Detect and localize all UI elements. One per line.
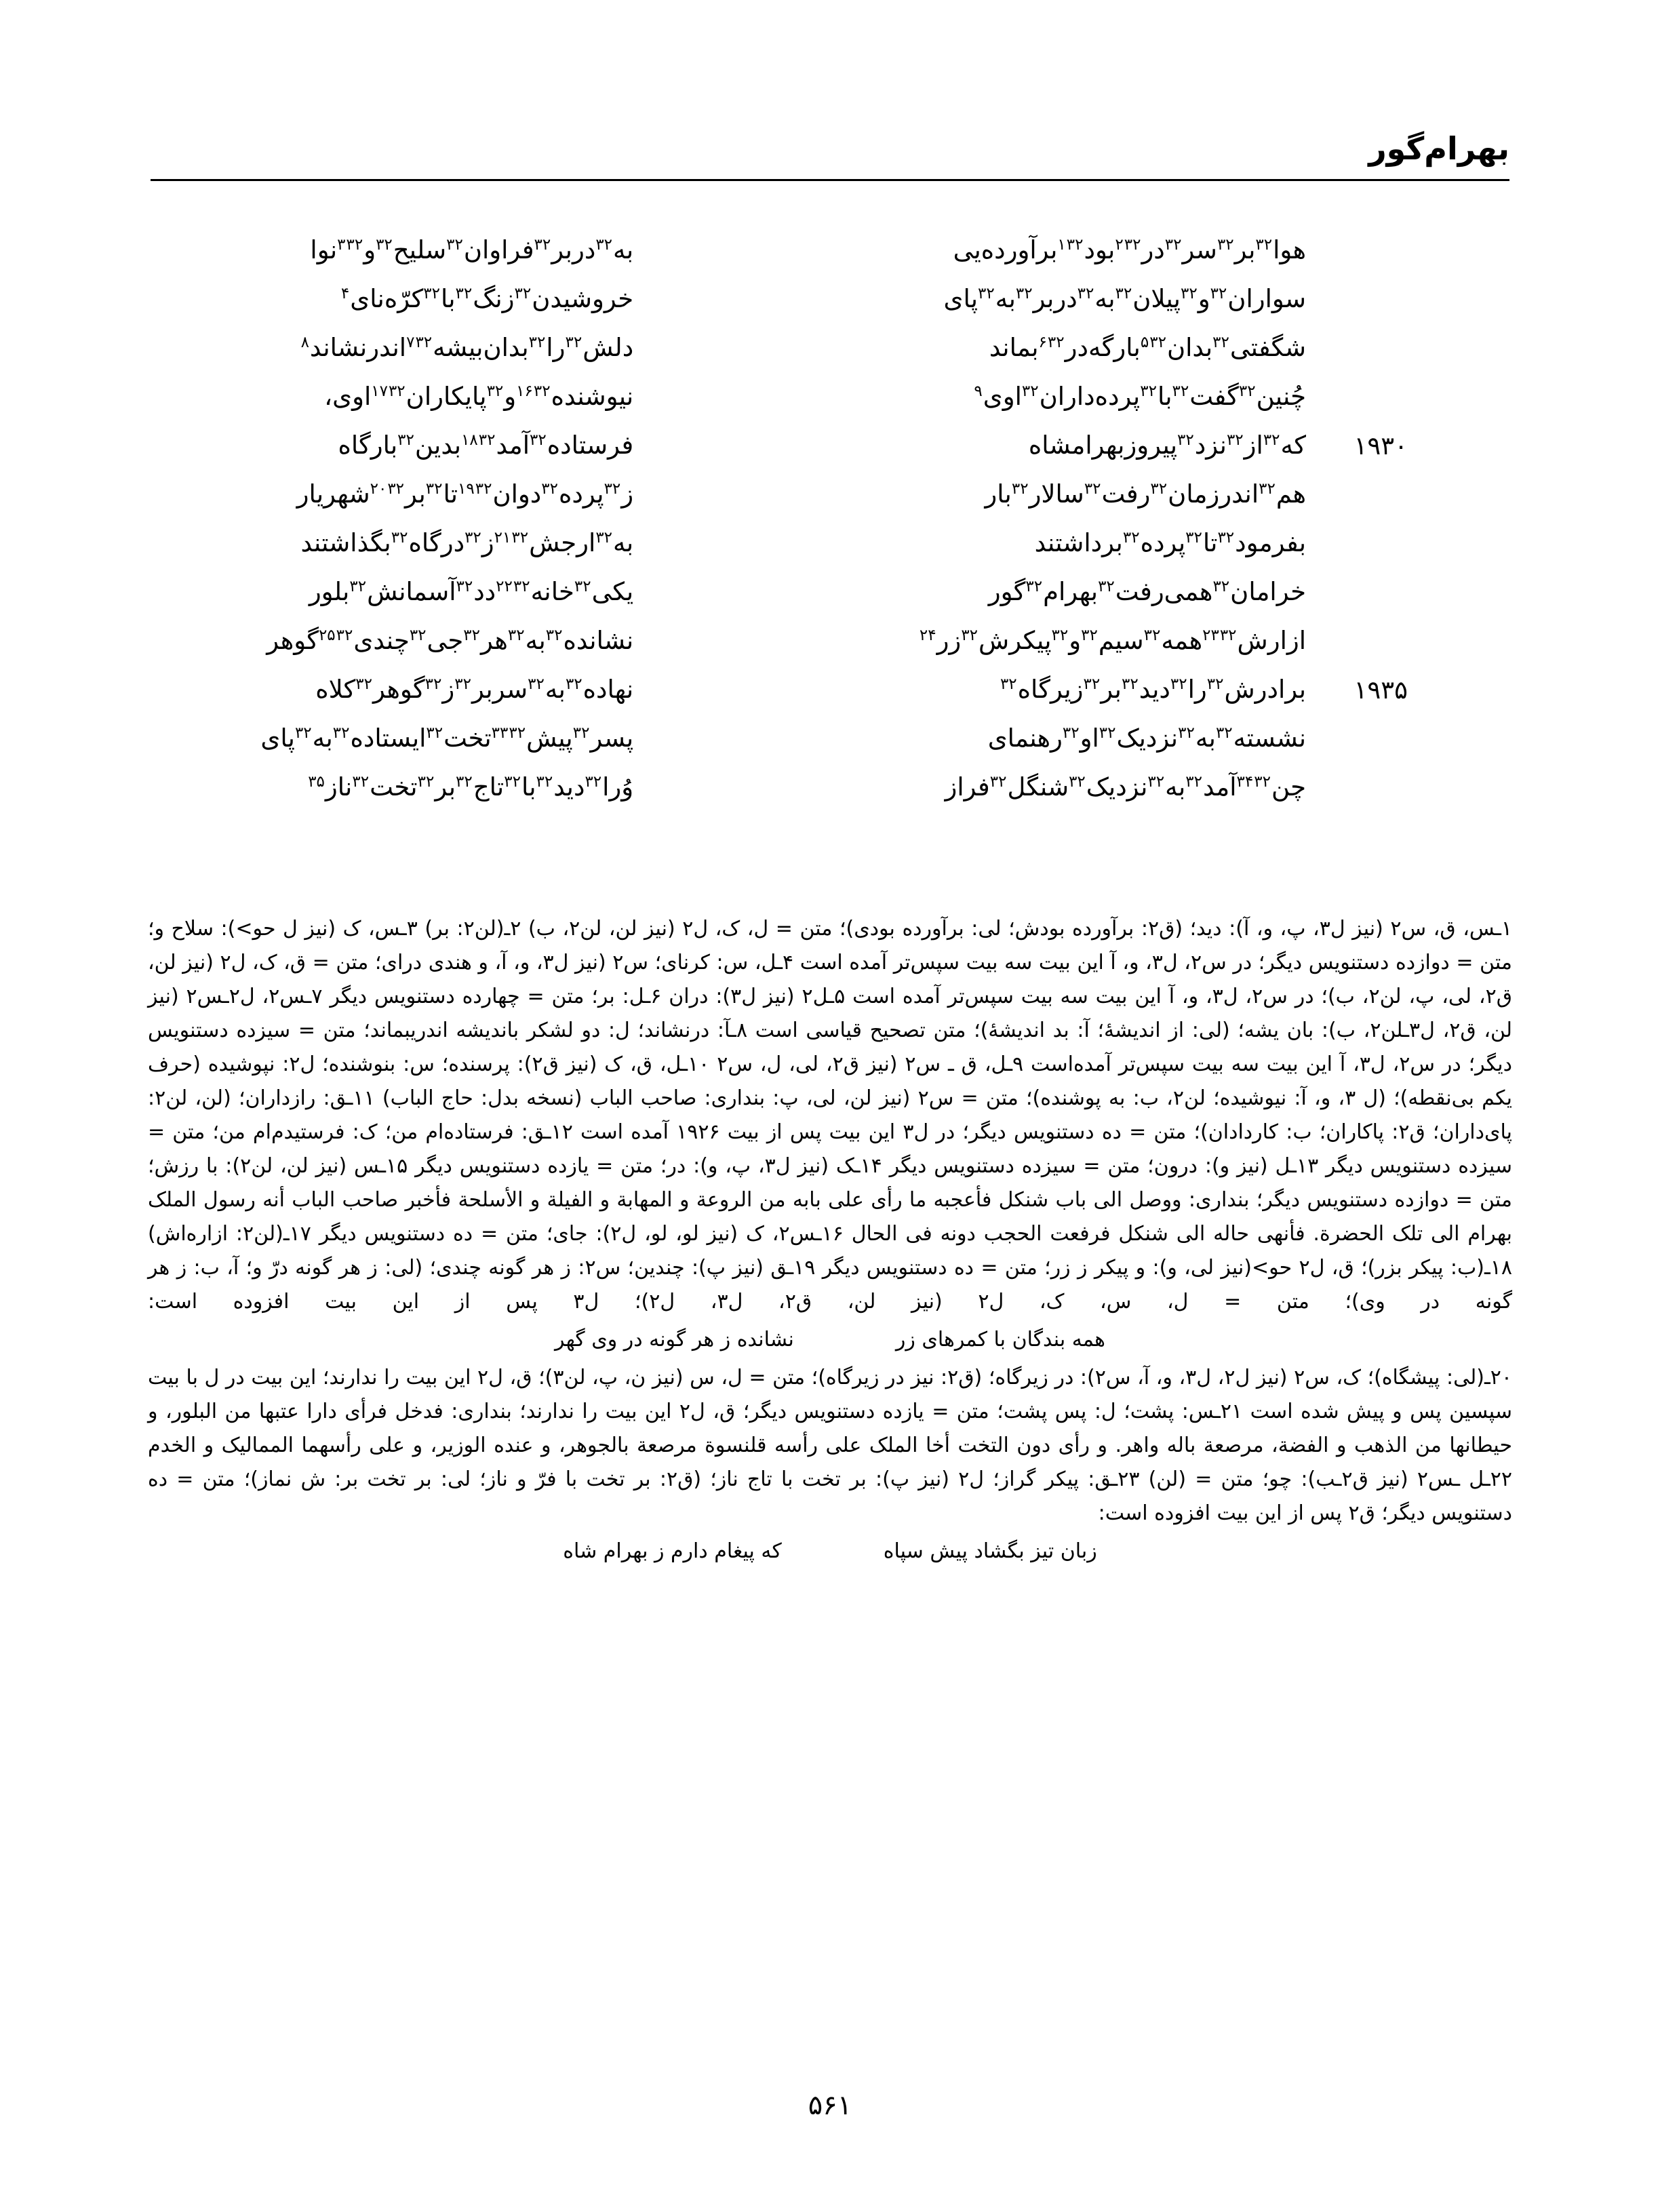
verse-line (151, 377, 1509, 426)
footnote-marker: ۳۲ (1081, 626, 1098, 644)
footnote-marker: ۴ (340, 284, 350, 302)
footnote-marker: ۳۲ (1150, 479, 1168, 498)
footnote-marker: ۳۲ (332, 724, 350, 742)
footnote-marker: ۳۲ (545, 626, 563, 644)
hemistich-second: نشانده ز هر گونه در وی گهر (555, 1328, 794, 1351)
footnote-marker: ۳۲ (478, 431, 496, 449)
footnote-marker: ۳۲ (1021, 382, 1039, 400)
footnote-marker: ۳۲ (1098, 577, 1115, 595)
hemistich-first: چُنین$^{۳۲}$گفت$^{۳۲}$با$^{۳۲}$پرده‌داران$^{۳۲}$اوی$^۹$ (974, 382, 1306, 411)
footnote-marker: ۳۲ (1212, 577, 1230, 595)
footnote-marker: ۳۲ (346, 235, 363, 254)
footnote-marker: ۳۲ (507, 626, 525, 644)
footnote-marker: ۳۲ (465, 528, 481, 547)
hemistich-second: که پیغام دارم ز بهرام شاه (563, 1539, 782, 1563)
footnote-marker: ۳۲ (1238, 382, 1256, 400)
footnote-marker: ۳۲ (1226, 431, 1244, 449)
verse-line (151, 231, 1509, 279)
footnote-marker: ۳۲ (391, 528, 408, 547)
footnote-marker: ۳۲ (533, 382, 551, 400)
footnote-marker: ۳۲ (1178, 724, 1195, 742)
hemistich-first: نشسته$^{۳۲}$به$^{۳۲}$نزدیک$^{۳۲}$او$^{۳۲}$رهنمای (987, 724, 1306, 753)
footnote-marker: ۳۲ (294, 724, 312, 742)
footnote-marker: ۳۲ (1254, 772, 1271, 791)
footnote-marker: ۲۵ (318, 626, 336, 644)
footnote-marker: ۳۲ (446, 235, 463, 254)
footnote-marker: ۳۲ (1177, 431, 1194, 449)
verse-line (151, 279, 1509, 328)
verse-number: ۱۹۳۵ (1353, 675, 1408, 705)
verse-line (151, 621, 1509, 670)
verse-number: ۱۹۳۰ (1353, 431, 1408, 460)
footnote-marker: ۳۲ (355, 675, 372, 693)
hemistich-second: وُرا$^{۳۲}$دید$^{۳۲}$با$^{۳۲}$تاج$^{۳۲}$بر$^{۳۲}$تخت$^{۳۲}$ناز$^{۳۵}$ (308, 772, 634, 802)
footnote-marker: ۳۲ (1185, 528, 1202, 547)
verse-block (151, 231, 1509, 816)
footnote-marker: ۳۲ (463, 626, 480, 644)
footnote-marker: ۳۲ (1149, 333, 1166, 351)
hemistich-first: زبان تیز بگشاد پیش سپاه (883, 1539, 1097, 1563)
hemistich-second: نهاده$^{۳۲}$به$^{۳۲}$سربر$^{۳۲}$ز$^{۳۲}$گوهر$^{۳۲}$کلاه (315, 675, 634, 704)
footnote-marker: ۹ (974, 382, 983, 400)
footnote-marker: ۳۲ (1062, 724, 1080, 742)
footnote-marker: ۳۲ (528, 333, 546, 351)
verse-line (151, 328, 1509, 377)
hemistich-second: یکی$^{۳۲}$خانه$^{۲۲۳۲}$دد$^{۳۲}$آسمانش$^{۳۲}$بلور (309, 577, 634, 606)
hemistich-second: ز$^{۳۲}$پرده$^{۳۲}$دوان$^{۱۹۳۲}$تا$^{۳۲}$بر$^{۲۰۳۲}$شهریار (296, 479, 634, 509)
footnote-marker: ۳۲ (387, 479, 405, 498)
footnote-marker: ۳۲ (455, 284, 473, 302)
footnote-marker: ۳۲ (504, 772, 521, 791)
footnote-marker: ۳۲ (961, 626, 979, 644)
footnote-marker: ۳۲ (426, 724, 443, 742)
running-head-title: بهرام‌گور (1368, 130, 1509, 167)
footnote-marker: ۳۲ (513, 577, 530, 595)
footnote-marker: ۳۲ (1121, 675, 1139, 693)
footnote-marker: ۳۲ (1124, 235, 1141, 254)
hemistich-second: به$^{۳۲}$ارجش$^{۲۱۳۲}$ز$^{۳۲}$درگاه$^{۳۲}$بگذاشتند (300, 528, 634, 557)
footnote-marker: ۲۳ (1202, 626, 1219, 644)
footnote-marker: ۳۲ (574, 577, 591, 595)
footnote-marker: ۳۲ (1217, 235, 1234, 254)
footnote-marker: ۳۲ (1011, 479, 1029, 498)
footnote-marker: ۳۲ (572, 724, 590, 742)
hemistich-second: به$^{۳۲}$دربر$^{۳۲}$فراوان$^{۳۲}$سلیح$^{۳۲}$و$^{۳۳۲}$نوا (310, 235, 634, 264)
footnote-marker: ۳۲ (1025, 577, 1043, 595)
footnote-marker: ۳۲ (530, 431, 547, 449)
hemistich-first: ازارش$^{۲۳۳۲}$همه$^{۳۲}$سیم$^{۳۲}$و$^{۳۲}$پیکرش$^{۳۲}$زر$^{۲۴}$ (919, 626, 1306, 655)
footnote-marker: ۳۲ (475, 479, 492, 498)
footnote-marker: ۳۲ (1047, 333, 1065, 351)
hemistich-first: سواران$^{۳۲}$و$^{۳۲}$پیلان$^{۳۲}$به$^{۳۲}$دربر$^{۳۲}$به$^{۳۲}$پای (943, 284, 1306, 313)
apparatus-paragraph: ۱ـس، ق، س۲ (نیز ل۳، پ، و، آ): دید؛ (ق۲: برآورده بودش؛ لی: برآورده بودی)؛ متن = ل، ک، ل۲ (نیز لن، لن۲، ب) ۲ـ(لن۲: بر) ۳ـس، ک (نیز ل حو>): سلاح و؛ متن = دوازده دستنویس دیگر؛ در س۲، ل۳، و، آ این بیت سه بیت سپس‌تر آمده است ۴ـل، س: کرنای؛ س۲ (نیز ل۳، و، آ، و هندی درای؛ متن = ق، ک، ل۲ (نیز لن، ق۲، لی، پ، لن۲، ب)؛ در س۲، ل۳، و، آ این بیت سه بیت سپس‌تر آمده است ۵ـل۲ (نیز ل۳): دران ۶ـل: بر؛ متن = چهارده دستنویس دیگر ۷ـس۲، ل۲ـس۲ (نیز لن، ق۲، ل۳ـلن۲، ب): بان یشه؛ (لی: از اندیشهٔ؛ آ: بد اندیشهٔ)؛ متن تصحیح قیاسی است ۸ـآ: درنشاند؛ ل: دو لشکر باندیشه اندریبماند؛ متن = سیزده دستنویس دیگر؛ در س۲، ل۳، آ این بیت سه بیت سپس‌تر آمده‌است ۹ـل، ق ـ س۲ (نیز ق۲، لی، ل، س۲ ۱۰ـل، ق، ک (نیز ق۲): پرسنده؛ س: بنوشنده؛ ل۲: نپوشیده (حرف یکم بی‌نقطه)؛ (ل ۳، و، آ: نیوشیده؛ لن۲، ب: به پوشنده)؛ متن = س۲ (نیز لن، لی، پ: بنداری: صاحب الباب (نسخه بدل: حاج الباب) ۱۱ـق: رازداران؛ (لن، لن۲: پای‌داران؛ ق۲: پاکاران؛ ب: کاردادان)؛ متن = ده دستنویس دیگر؛ در ل۳ این بیت پس از بیت ۱۹۲۶ آمده است ۱۲ـق: فرستاده‌ام من؛ ک: فرستیدم‌ام من؛ متن = سیزده دستنویس دیگر ۱۳ـل (نیز و): درون؛ متن = سیزده دستنویس دیگر ۱۴ـک (نیز ل۳، پ، و): در؛ متن = یازده دستنویس دیگر ۱۵ـس (نیز لن، لن۲): با رزش؛ متن = دوازده دستنویس دیگر؛ بنداری: ووصل الی باب شنکل فأعجبه ما رأی علی بابه من الروعة و المهابة و الفیلة و الأسلحة فأخبر صاحب الباب أنه رسول الملک بهرام الی تلک الحضرة. فأنهی حاله الی شنکل فرفعت الحجب دونه فی الحال ۱۶ـس۲، ک (نیز لو، لو، ل۲): جای؛ متن = ده دستنویس دیگر ۱۷ـ(لن۲: ازاره‌اش) ۱۸ـ(ب: پیکر بزر)؛ ق، ل۲ حو>(نیز لی، و): و پیکر ز زر؛ متن = ده دستنویس دیگر ۱۹ـق (نیز پ): چندین؛ س۲: ز هر گونه چندی؛ (لی: ز هر گونه درّ و؛ آ، ب: ز هر گونه در وی)؛ متن = ل، س، ک، ل۲ (نیز لن، ق۲، ل۳، ل۲)؛ ل۳ پس از این بیت افزوده است: (148, 917, 1513, 1314)
hemistich-second: فرستاده$^{۳۲}$آمد$^{۱۸۳۲}$بدین$^{۳۲}$بارگاه (338, 431, 634, 460)
footnote-marker: ۳۲ (1084, 479, 1101, 498)
footnote-marker: ۳۲ (1122, 528, 1140, 547)
header-rule (151, 179, 1509, 181)
footnote-marker: ۳۲ (989, 772, 1007, 791)
hemistich-first: بفرمود$^{۳۲}$تا$^{۳۲}$پرده$^{۳۲}$برداشتند (1034, 528, 1306, 557)
footnote-marker: ۳۲ (1215, 724, 1233, 742)
folio-number: ۵۶۱ (808, 2090, 852, 2121)
footnote-marker: ۳۲ (585, 772, 602, 791)
verse-line (151, 768, 1509, 816)
footnote-marker: ۱ (1057, 235, 1066, 254)
hemistich-second: خروشیدن$^{۳۲}$زنگ$^{۳۲}$با$^{۳۲}$کرّه‌نای$^۴$ (340, 284, 634, 313)
footnote-marker: ۳۲ (1206, 675, 1224, 693)
hemistich-first: شگفتی$^{۳۲}$بدان$^{۵۳۲}$بارگه‌در$^{۶۳۲}$بماند (989, 333, 1306, 362)
footnote-marker: ۳۲ (1185, 772, 1202, 791)
footnote-marker: ۳۲ (565, 333, 582, 351)
footnote-marker: ۳۲ (376, 235, 393, 254)
footnote-marker: ۳۲ (1099, 724, 1116, 742)
footnote-marker: ۳۲ (604, 479, 621, 498)
footnote-marker: ۳۲ (1083, 675, 1101, 693)
footnote-marker: ۳۲ (423, 284, 440, 302)
footnote-marker: ۳۲ (456, 577, 473, 595)
hemistich-first: که$^{۳۲}$از$^{۳۲}$نزد$^{۳۲}$پیروزبهرامشاه (1028, 431, 1306, 460)
footnote-marker: ۳۲ (1115, 284, 1132, 302)
footnote-marker: ۳۲ (415, 333, 433, 351)
hemistich-second: نیوشنده$^{۱۶۳۲}$و$^{۳۲}$پایکاران$^{۱۷۳۲}$اوی، (324, 382, 634, 411)
hemistich-first: هوا$^{۳۲}$بر$^{۳۲}$سر$^{۳۲}$در$^{۲۳۲}$بود$^{۱۳۲}$برآورده‌یی (953, 235, 1306, 264)
footnote-marker: ۳۳ (491, 724, 509, 742)
footnote-marker: ۳۲ (1219, 626, 1237, 644)
footnote-marker: ۳۲ (595, 235, 613, 254)
footnote-marker: ۳۲ (1212, 333, 1229, 351)
footnote-marker: ۱۷ (371, 382, 388, 400)
footnote-marker: ۳۲ (486, 382, 504, 400)
footnote-marker: ۳۲ (1051, 626, 1069, 644)
hemistich-second: دلش$^{۳۲}$را$^{۳۲}$بدان‌بیشه$^{۷۳۲}$اندرنشاند$^۸$ (300, 333, 634, 362)
running-head (151, 130, 1509, 194)
footnote-marker: ۳۲ (454, 675, 471, 693)
footnote-marker: ۳۲ (1210, 284, 1227, 302)
verse-line (151, 524, 1509, 572)
footnote-marker: ۲۰ (370, 479, 387, 498)
verse-line (151, 670, 1509, 719)
footnote-marker: ۳۲ (456, 772, 473, 791)
footnote-marker: ۳۲ (511, 528, 529, 547)
footnote-marker: ۳۲ (397, 431, 414, 449)
footnote-marker: ۳۲ (1164, 235, 1182, 254)
hemistich-second: نشانده$^{۳۲}$به$^{۳۲}$هر$^{۳۲}$جی$^{۳۲}$چندی$^{۲۵۳۲}$گوهر (266, 626, 634, 655)
footnote-marker: ۳۲ (534, 235, 551, 254)
hemistich-first: هم$^{۳۲}$اندرزمان$^{۳۲}$رفت$^{۳۲}$سالار$^{۳۲}$بار (985, 479, 1306, 509)
footnote-marker: ۳۲ (409, 626, 427, 644)
footnote-marker: ۳۵ (308, 772, 325, 791)
footnote-marker: ۳۲ (978, 284, 995, 302)
footnote-marker: ۳ (337, 235, 346, 254)
verse-line (151, 719, 1509, 768)
footnote-marker: ۱۹ (458, 479, 475, 498)
footnote-marker: ۲۱ (494, 528, 511, 547)
footnote-marker: ۳۴ (1236, 772, 1254, 791)
critical-apparatus (148, 912, 1512, 1573)
footnote-marker: ۳۲ (536, 772, 553, 791)
footnote-marker: ۳۲ (388, 382, 406, 400)
footnote-marker: ۳۲ (1140, 382, 1157, 400)
footnote-marker: ۲۲ (496, 577, 513, 595)
footnote-marker: ۳۲ (595, 528, 613, 547)
footnote-marker: ۲ (1115, 235, 1124, 254)
footnote-marker: ۳۲ (541, 479, 558, 498)
hemistich-first: برادرش$^{۳۲}$را$^{۳۲}$دید$^{۳۲}$بر$^{۳۲}$زیرگاه$^{۳۲}$ (1000, 675, 1306, 704)
verse-line (151, 572, 1509, 621)
footnote-marker: ۱۸ (461, 431, 478, 449)
footnote-marker: ۳۲ (425, 479, 443, 498)
footnote-marker: ۳۲ (1172, 382, 1189, 400)
footnote-marker: ۶ (1038, 333, 1047, 351)
footnote-marker: ۱۶ (516, 382, 533, 400)
footnote-marker: ۳۲ (1066, 235, 1084, 254)
footnote-marker: ۳۲ (424, 675, 442, 693)
footnote-marker: ۳۲ (1069, 772, 1086, 791)
footnote-marker: ۳۲ (1263, 431, 1280, 449)
footnote-marker: ۳۲ (528, 675, 545, 693)
footnote-marker: ۳۲ (352, 772, 370, 791)
footnote-marker: ۳۲ (1015, 284, 1033, 302)
verse-line (151, 426, 1509, 475)
footnote-marker: ۳۲ (1170, 675, 1187, 693)
footnote-marker: ۵ (1140, 333, 1149, 351)
verse-line (151, 475, 1509, 524)
apparatus-paragraph: ۲۰ـ(لی: پیشگاه)؛ ک، س۲ (نیز ل۲، ل۳، و، آ، س۲): در زیرگاه؛ (ق۲: نیز در زیرگاه)؛ متن = ل، س (نیز ن، پ، لن۳)؛ ق، ل۲ این بیت را ندارند؛ این بیت در ل با بیت سپسین پس و پیش شده است ۲۱ـس: پشت؛ ل: پس پشت؛ متن = یازده دستنویس دیگر؛ ق، ل۲ این بیت را ندارند؛ بنداری: فدخل فرأی دارا عتبها من البلور، و حیطانها من الذهب و الفضة، مرصعة باله واهر. و رأی دون التخت أخا الملک علی رأسه قلنسوة مرصعة بالجوهر، و عنده الوزیر، و علی رأسهما الممالیک و الخدم ۲۲ـل ـس۲ (نیز ق۲ـب): چو؛ متن = (لن) ۲۳ـق: پیکر گراز؛ ل۲ (نیز پ): بر تخت با تاج ناز؛ (ق۲: بر تخت با فرّ و ناز؛ لی: بر تخت بر: ش نماز)؛ متن = ده دستنویس دیگر؛ ق۲ پس از این بیت افزوده است: (148, 1366, 1512, 1525)
hemistich-first: همه بندگان با کمرهای زر (895, 1328, 1105, 1351)
hemistich-second: پسر$^{۳۲}$پیش$^{۳۳۳۲}$تخت$^{۳۲}$ایستاده$^{۳۲}$به$^{۳۲}$پای (260, 724, 634, 753)
footnote-marker: ۳۲ (565, 675, 582, 693)
footnote-marker: ۳۲ (1000, 675, 1017, 693)
footnote-marker: ۸ (300, 333, 309, 351)
hemistich-first: چن$^{۳۴۳۲}$آمد$^{۳۲}$به$^{۳۲}$نزدیک$^{۳۲}$شنگل$^{۳۲}$فراز (945, 772, 1306, 802)
footnote-marker: ۳۲ (509, 724, 526, 742)
footnote-marker: ۳۲ (1259, 479, 1276, 498)
footnote-marker: ۳۲ (336, 626, 353, 644)
footnote-marker: ۳۲ (349, 577, 367, 595)
footnote-marker: ۳۲ (1217, 528, 1235, 547)
footnote-marker: ۳۲ (1143, 626, 1161, 644)
footnote-marker: ۲۴ (919, 626, 936, 644)
footnote-marker: ۳۲ (1255, 235, 1273, 254)
footnote-marker: ۳۲ (1147, 772, 1165, 791)
footnote-marker: ۷ (406, 333, 415, 351)
footnote-marker: ۳۲ (417, 772, 435, 791)
footnote-marker: ۳۲ (1077, 284, 1094, 302)
hemistich-first: خرامان$^{۳۲}$همی‌رفت$^{۳۲}$بهرام$^{۳۲}$گور (988, 577, 1306, 606)
footnote-marker: ۳۲ (514, 284, 532, 302)
footnote-marker: ۳۲ (1180, 284, 1198, 302)
apparatus-inserted-verse (148, 1323, 1512, 1357)
apparatus-inserted-verse (148, 1535, 1512, 1568)
